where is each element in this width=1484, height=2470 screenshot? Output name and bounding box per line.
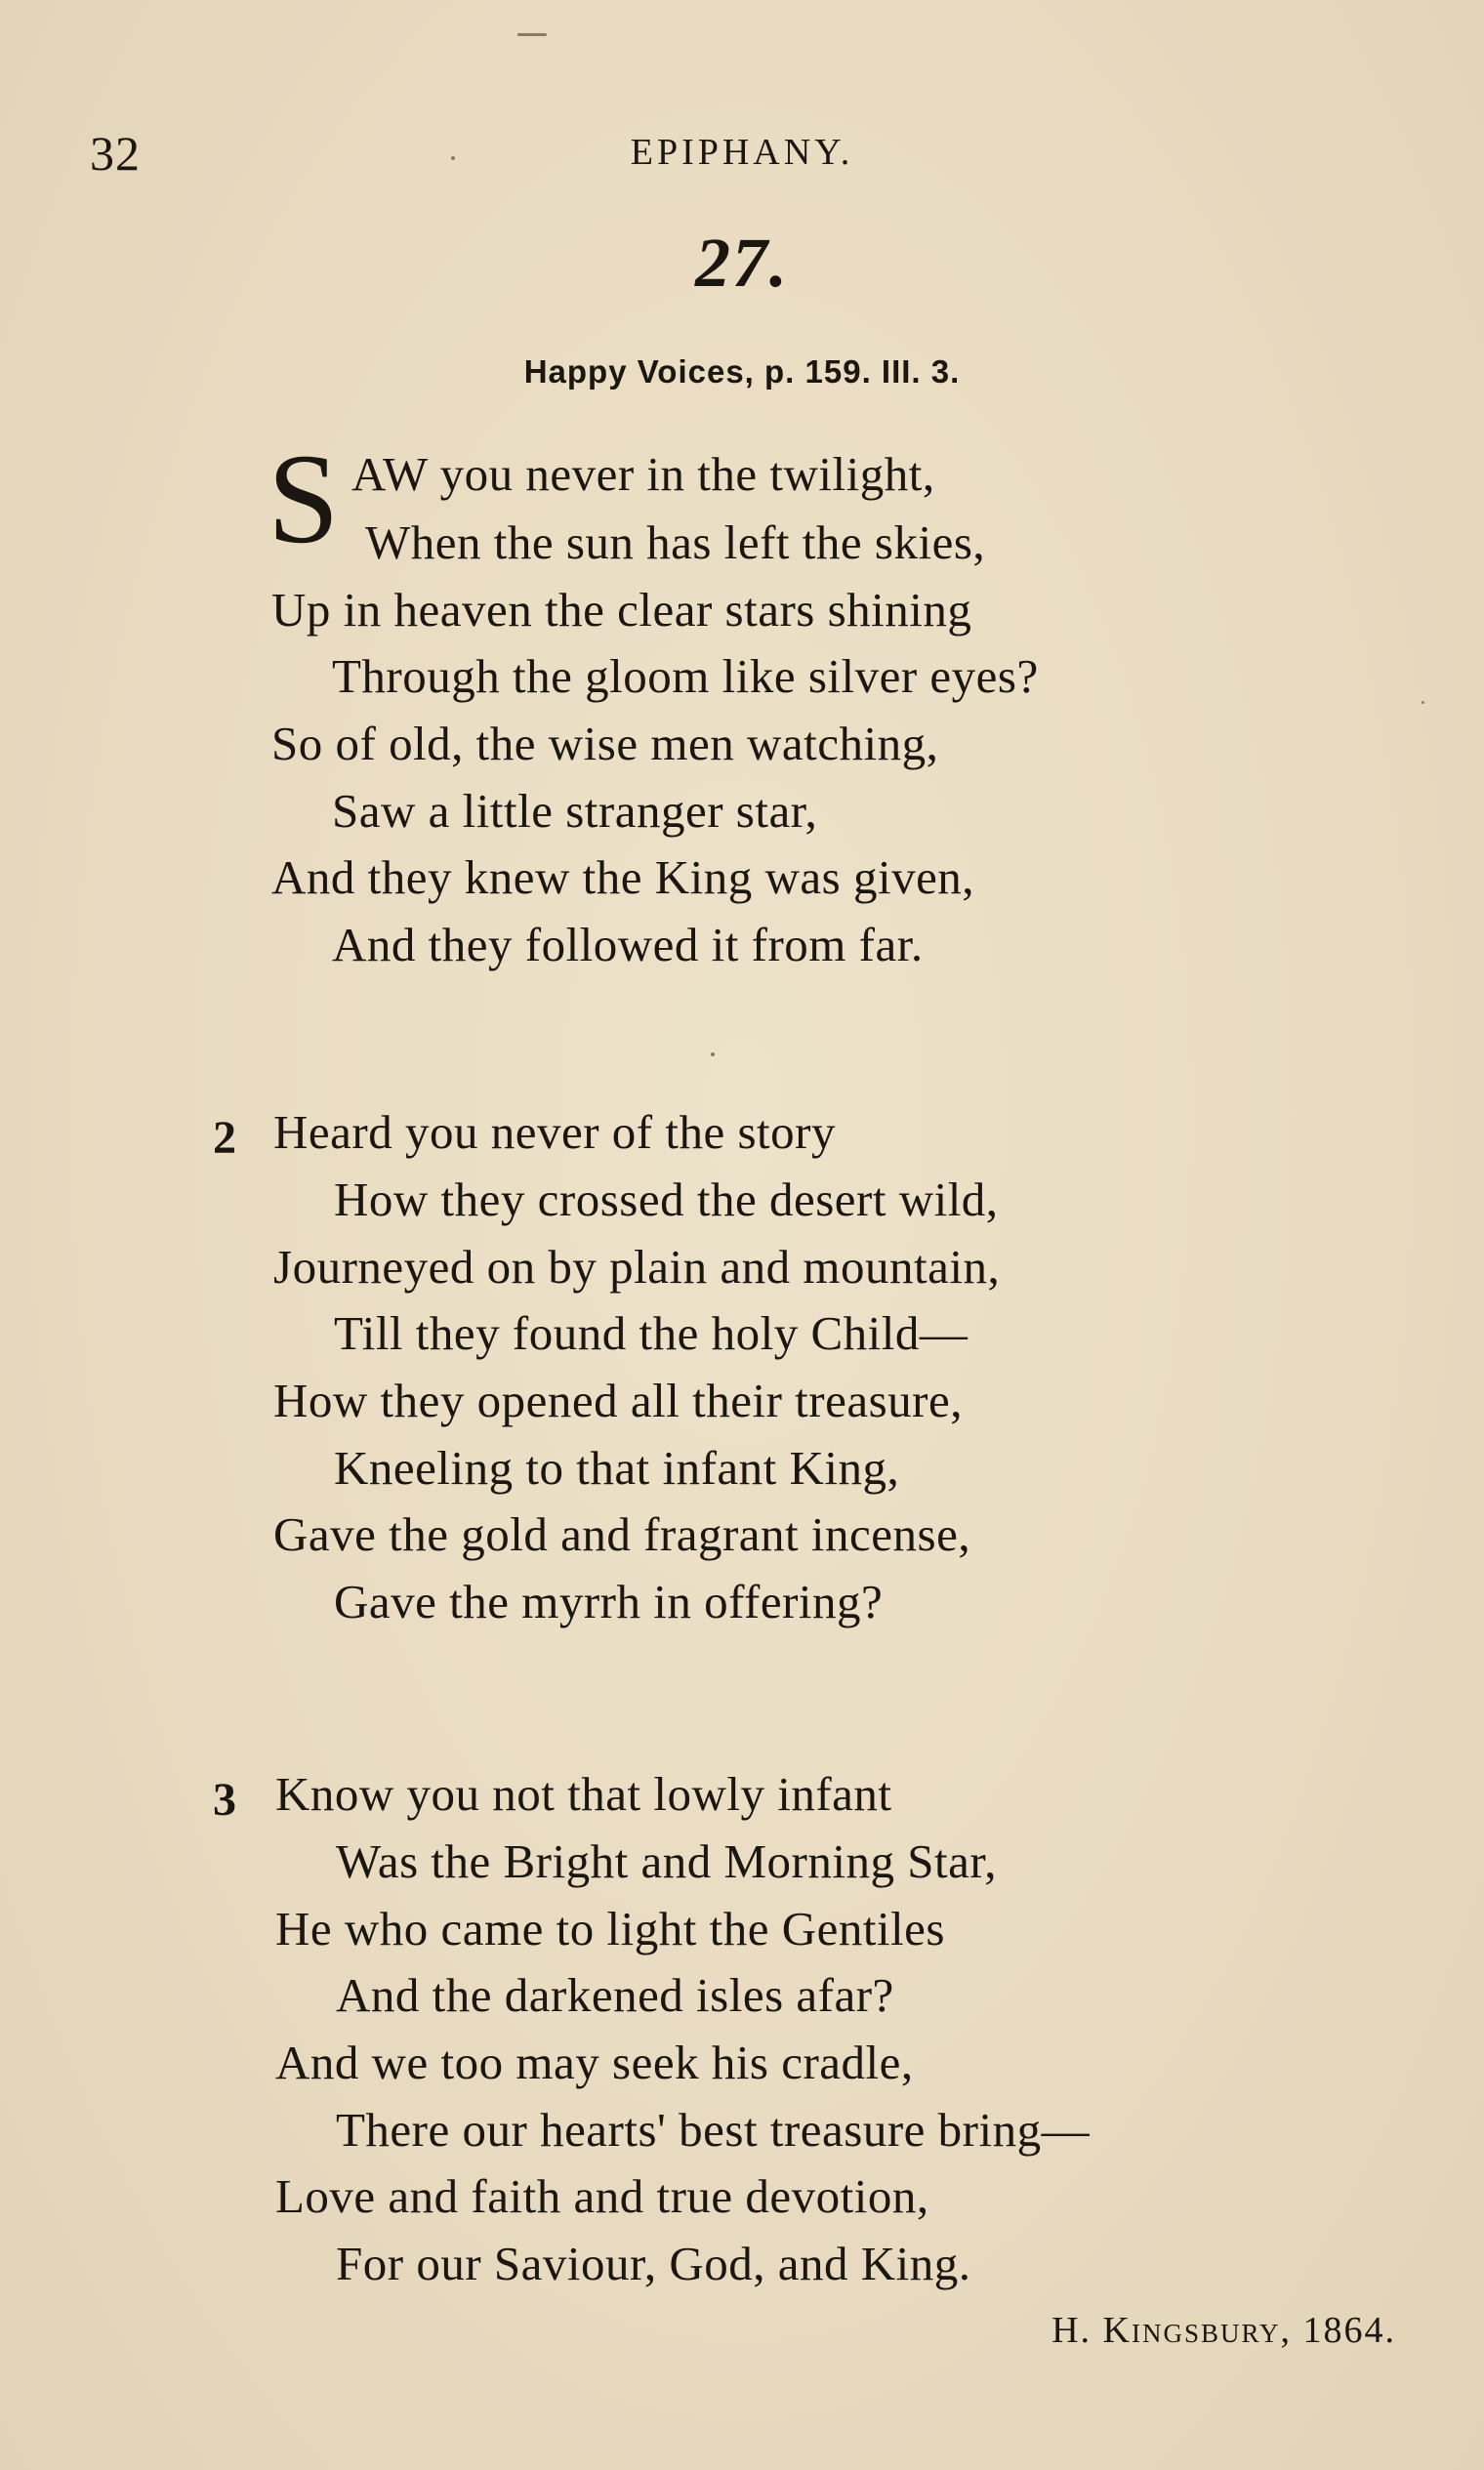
- paper-speck: [451, 156, 455, 160]
- stanza-number: 2: [213, 1112, 236, 1164]
- verse-line: Was the Bright and Morning Star,: [336, 1834, 997, 1888]
- verse-line: And they followed it from far.: [332, 918, 924, 971]
- page-number: 32: [90, 126, 141, 181]
- author-attribution: H. Kingsbury, 1864.: [1051, 2310, 1396, 2351]
- verse-line: So of old, the wise men watching,: [271, 717, 939, 770]
- stanza-number: 3: [213, 1774, 236, 1826]
- paper-speck: [1422, 701, 1424, 704]
- verse-line: And the darkened isles afar?: [336, 1968, 894, 2022]
- verse-line: Gave the myrrh in offering?: [334, 1575, 884, 1628]
- verse-line: There our hearts' best treasure bring—: [336, 2103, 1091, 2157]
- page-header: [0, 125, 1484, 184]
- paper-speck: [711, 1052, 715, 1056]
- verse-line: AW you never in the twilight,: [351, 447, 935, 501]
- verse-line: When the sun has left the skies,: [365, 515, 986, 569]
- verse-line: Heard you never of the story: [273, 1105, 836, 1159]
- verse-line: Till they found the holy Child—: [334, 1306, 969, 1360]
- verse-line: For our Saviour, God, and King.: [336, 2237, 971, 2290]
- verse-line: Saw a little stranger star,: [332, 784, 818, 838]
- tune-reference: Happy Voices, p. 159. III. 3.: [523, 353, 961, 390]
- verse-line: Kneeling to that infant King,: [334, 1441, 900, 1495]
- running-head: EPIPHANY.: [630, 132, 854, 173]
- hymn-number: 27.: [695, 224, 789, 302]
- verse-line: How they opened all their treasure,: [273, 1374, 963, 1427]
- verse-line: Journeyed on by plain and mountain,: [273, 1240, 1001, 1294]
- verse-line: He who came to light the Gentiles: [275, 1902, 945, 1955]
- verse-line: Up in heaven the clear stars shining: [271, 583, 972, 637]
- verse-line: Through the gloom like silver eyes?: [332, 649, 1039, 703]
- verse-line: Love and faith and true devotion,: [275, 2169, 929, 2223]
- verse-line: And they knew the King was given,: [271, 850, 975, 904]
- verse-line: How they crossed the desert wild,: [334, 1173, 999, 1226]
- drop-cap: S: [268, 427, 340, 570]
- paper-speck: [517, 33, 547, 36]
- verse-line: And we too may seek his cradle,: [275, 2036, 914, 2089]
- verse-line: Know you not that lowly infant: [275, 1767, 892, 1821]
- verse-line: Gave the gold and fragrant incense,: [273, 1507, 971, 1561]
